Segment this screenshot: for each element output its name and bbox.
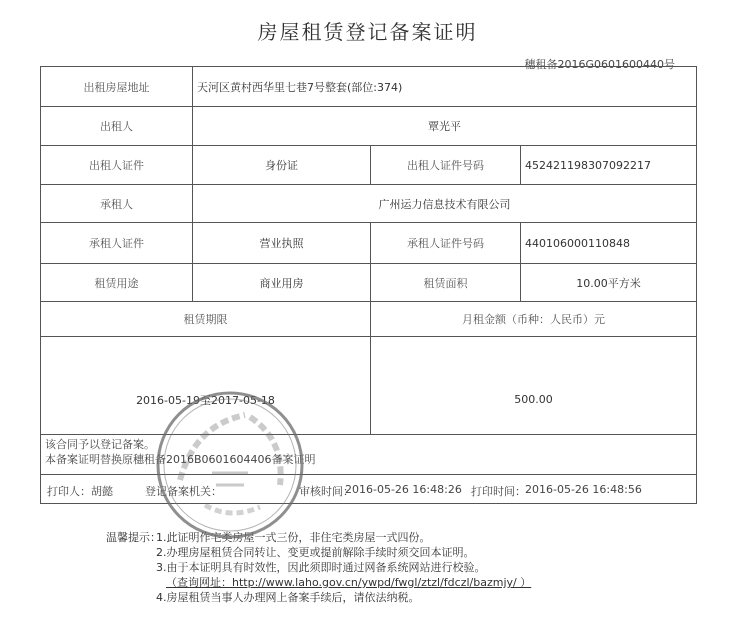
print-info-row: [41, 475, 697, 504]
tips-heading: 温馨提示：: [106, 531, 161, 544]
address-value: 天河区黄村西华里七巷7号整套(部位:374): [193, 67, 697, 107]
review-time: 2016-05-26 16:48:26: [345, 483, 462, 496]
period-label: 租赁期限: [41, 302, 371, 337]
area-label: 租赁面积: [371, 264, 521, 302]
printer-label: 打印人：: [47, 485, 91, 498]
usage-value: 商业用房: [193, 264, 371, 302]
lessee-id-number: 440106000110848: [521, 223, 697, 264]
tip-1: 1.此证明作宅类房屋一式三份，非住宅类房屋一式四份。: [156, 531, 431, 544]
period-cell: [41, 337, 371, 435]
lessee-id-number-label: 承租人证件号码: [371, 223, 521, 264]
lessor-label: 出租人: [41, 107, 193, 146]
notes-line-1: 该合同予以登记备案。: [45, 438, 155, 451]
tip-2: 2.办理房屋租赁合同转让、变更或提前解除手续时须交回本证明。: [156, 546, 475, 559]
lessor-id-type: 身份证: [193, 146, 371, 185]
rent-label: 月租金额（币种：人民币）元: [371, 302, 697, 337]
tip-3-url[interactable]: （查询网址：http://www.laho.gov.cn/ywpd/fwgl/ztzl/fdczl/bazmjy/ ）: [166, 576, 532, 589]
lessor-id-number: 452421198307092217: [521, 146, 697, 185]
tip-3: 3.由于本证明具有时效性，因此须即时通过网备系统网站进行校验。: [156, 561, 486, 574]
lessee-id-label: 承租人证件: [41, 223, 193, 264]
registration-number: 穗租备2016G0601600440号: [524, 58, 675, 71]
lessee-id-type: 营业执照: [193, 223, 371, 264]
usage-label: 租赁用途: [41, 264, 193, 302]
lessor-id-number-label: 出租人证件号码: [371, 146, 521, 185]
document-title: 房屋租赁登记备案证明: [257, 20, 478, 44]
tip-4: 4.房屋租赁当事人办理网上备案手续后，请依法纳税。: [156, 591, 420, 604]
rent-cell: [371, 337, 697, 435]
address-label: 出租房屋地址: [41, 67, 193, 107]
lessor-id-label: 出租人证件: [41, 146, 193, 185]
certificate-table: [40, 66, 697, 504]
period-value: 2016-05-19至2017-05-18: [136, 393, 275, 407]
rent-value: 500.00: [514, 393, 553, 406]
print-time-label: 打印时间：: [471, 485, 526, 498]
area-value: 10.00平方米: [521, 264, 697, 302]
lessor-value: 覃光平: [193, 107, 697, 146]
print-time: 2016-05-26 16:48:56: [525, 483, 642, 496]
registration-office-label: 登记备案机关：: [145, 485, 222, 498]
printer-name: 胡懿: [91, 485, 113, 498]
notes-line-2: 本备案证明替换原穗租备2016B0601604406备案证明: [45, 453, 316, 466]
notes-cell: [41, 435, 697, 475]
review-time-label: 审核时间：: [299, 485, 354, 498]
lessee-value: 广州运力信息技术有限公司: [193, 185, 697, 223]
lessee-label: 承租人: [41, 185, 193, 223]
